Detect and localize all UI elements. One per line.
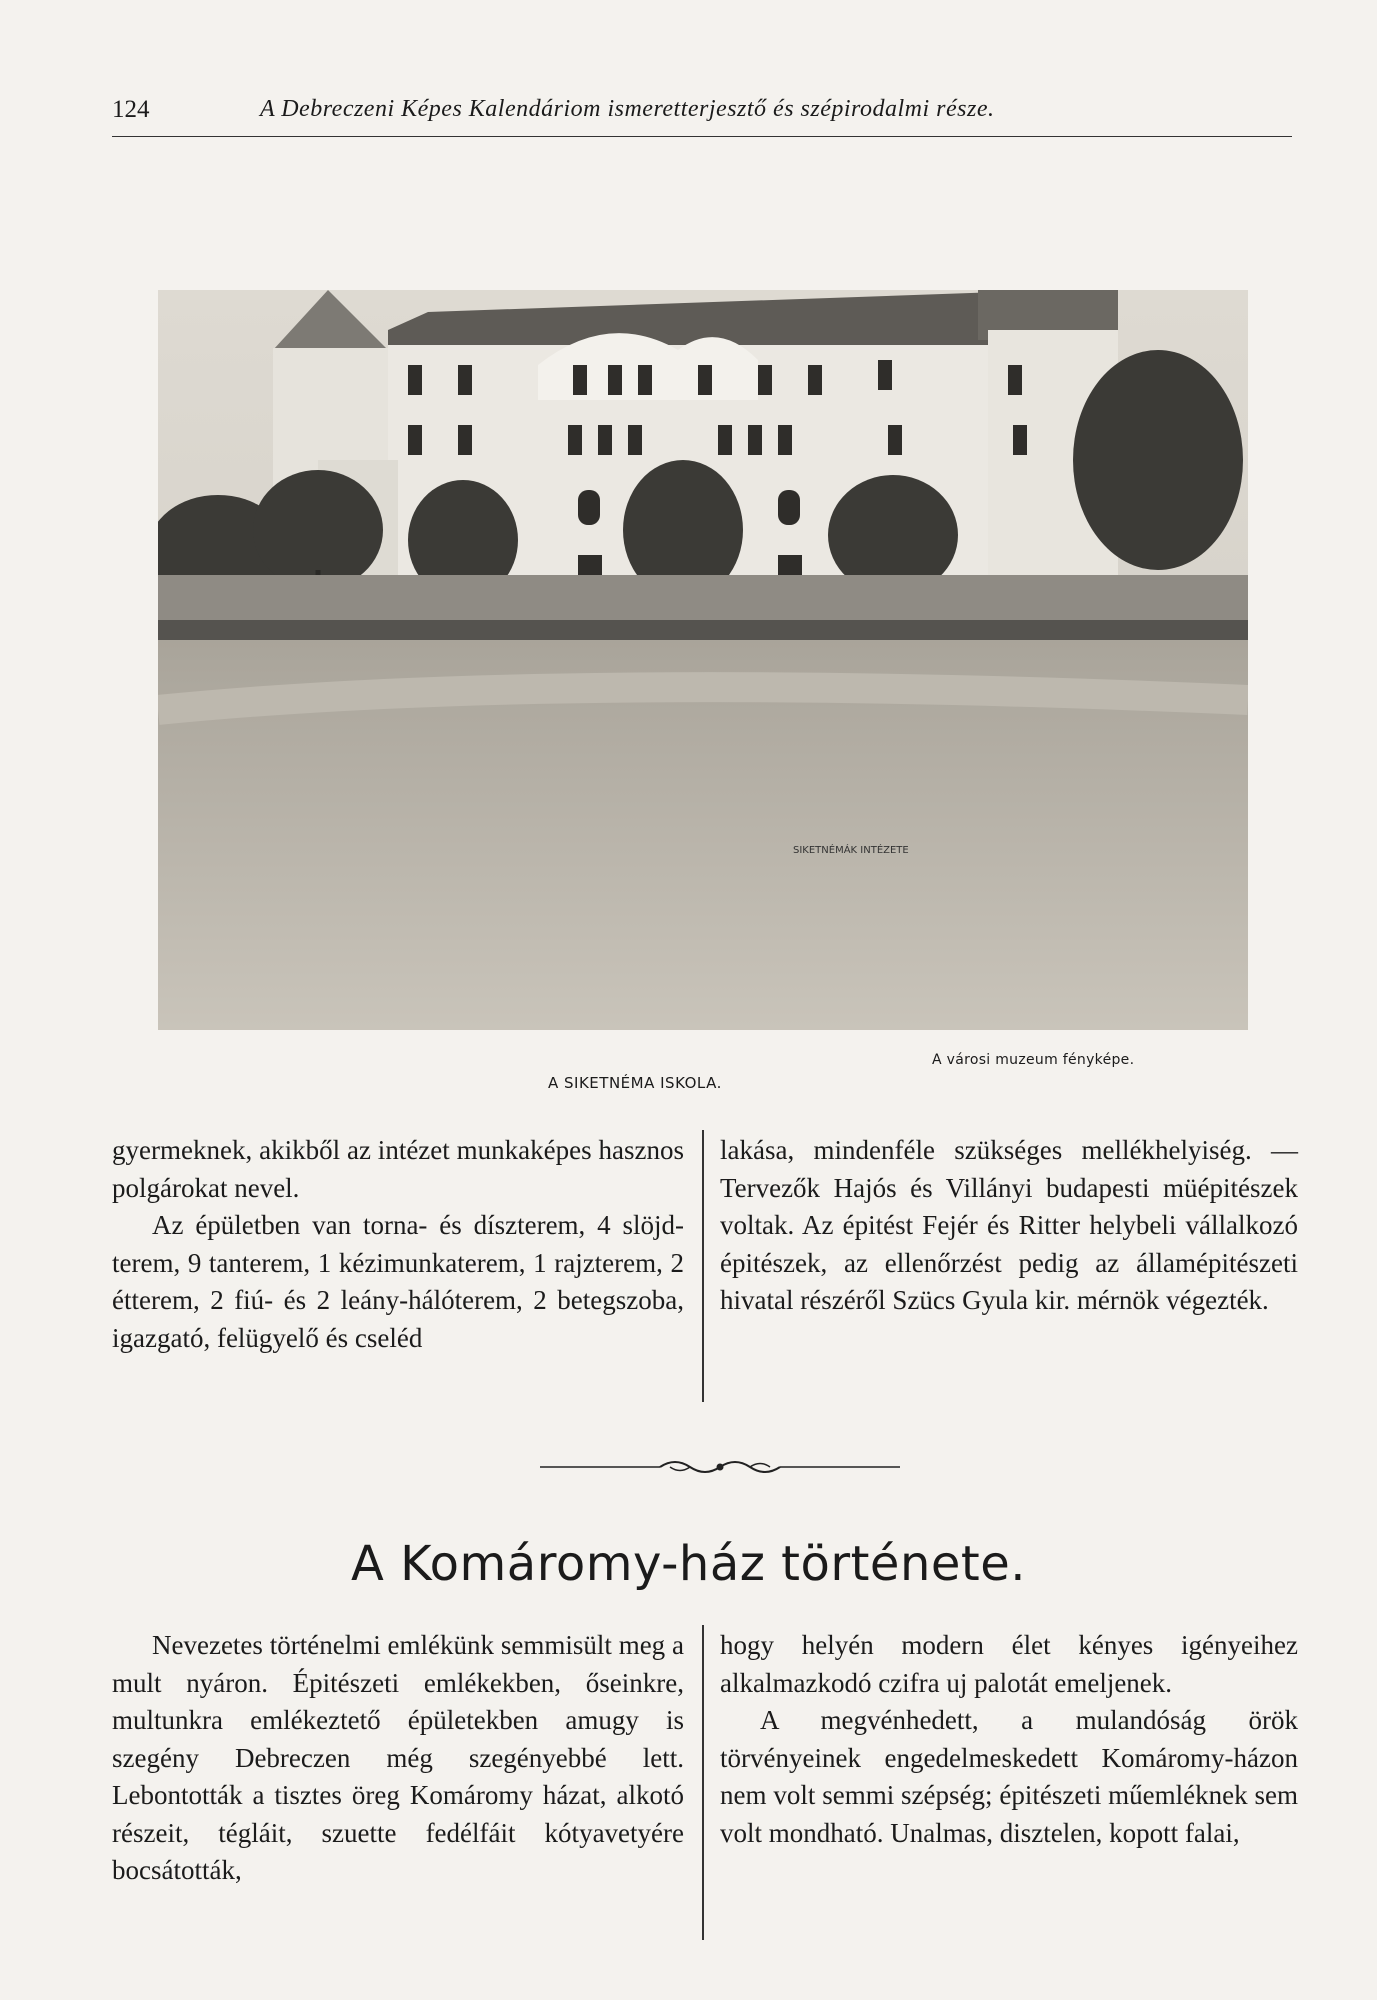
paragraph: Az épületben van torna- és díszterem, 4 slöjd-terem, 9 tanterem, 1 kézimunkaterem, 1 rajzterem, 2 étterem, 2 fiú- és 2 leány-hálóterem, 2 betegszoba, igazgató, felügyelő és cseléd xyxy=(112,1210,684,1353)
running-head: A Debreczeni Képes Kalendáriom ismeretterjesztő és szépirodalmi része. xyxy=(260,96,995,122)
article-title: A Komáromy-ház története. xyxy=(350,1536,1027,1592)
column-divider xyxy=(702,1130,704,1402)
column-divider xyxy=(702,1625,704,1940)
paragraph: Nevezetes történelmi emlékünk semmisült meg a mult nyáron. Épitészeti emlékekben, őseinkre, multunkra emlékeztető épületekben amugy is szegény Debreczen még szegényebbé lett. Lebontották a tisztes öreg Komáromy házat, alkotó részeit, tégláit, szuette fedélfáit kótyavetyére bocsátották, xyxy=(112,1630,684,1885)
paragraph: lakása, mindenféle szükséges mellékhelyiség. — Tervezők Hajós és Villányi budapesti müépitészek voltak. Az épitést Fejér és Ritter helybeli vállalkozó épitészek, az ellenőrzést pedig az államépitészeti hivatal részéről Szücs Gyula kir. mérnök végezték. xyxy=(720,1135,1298,1315)
photo-caption: A SIKETNÉMA ISKOLA. xyxy=(548,1074,722,1092)
page-header xyxy=(112,96,1292,137)
ornament-divider xyxy=(540,1452,900,1482)
school-photo xyxy=(158,290,1248,1030)
section1-left-column xyxy=(112,1132,684,1357)
section1-right-column xyxy=(720,1132,1298,1320)
article-left-column xyxy=(112,1627,684,1890)
building-sign: SIKETNÉMÁK INTÉZETE xyxy=(793,845,909,856)
page-number: 124 xyxy=(112,96,150,123)
photo-credit: A városi muzeum fényképe. xyxy=(932,1052,1135,1068)
paragraph: hogy helyén modern élet kényes igényeihez alkalmazkodó czifra uj palotát emeljenek. xyxy=(720,1630,1298,1698)
paragraph: gyermeknek, akikből az intézet munkaképes hasznos polgárokat nevel. xyxy=(112,1135,684,1203)
school-building-illustration xyxy=(158,290,1248,1030)
paragraph: A megvénhedett, a mulandóság örök törvényeinek engedelmeskedett Komáromy-házon nem volt semmi szépség; épitészeti műemléknek sem volt mondható. Unalmas, disztelen, kopott falai, xyxy=(720,1705,1298,1848)
article-right-column xyxy=(720,1627,1298,1852)
